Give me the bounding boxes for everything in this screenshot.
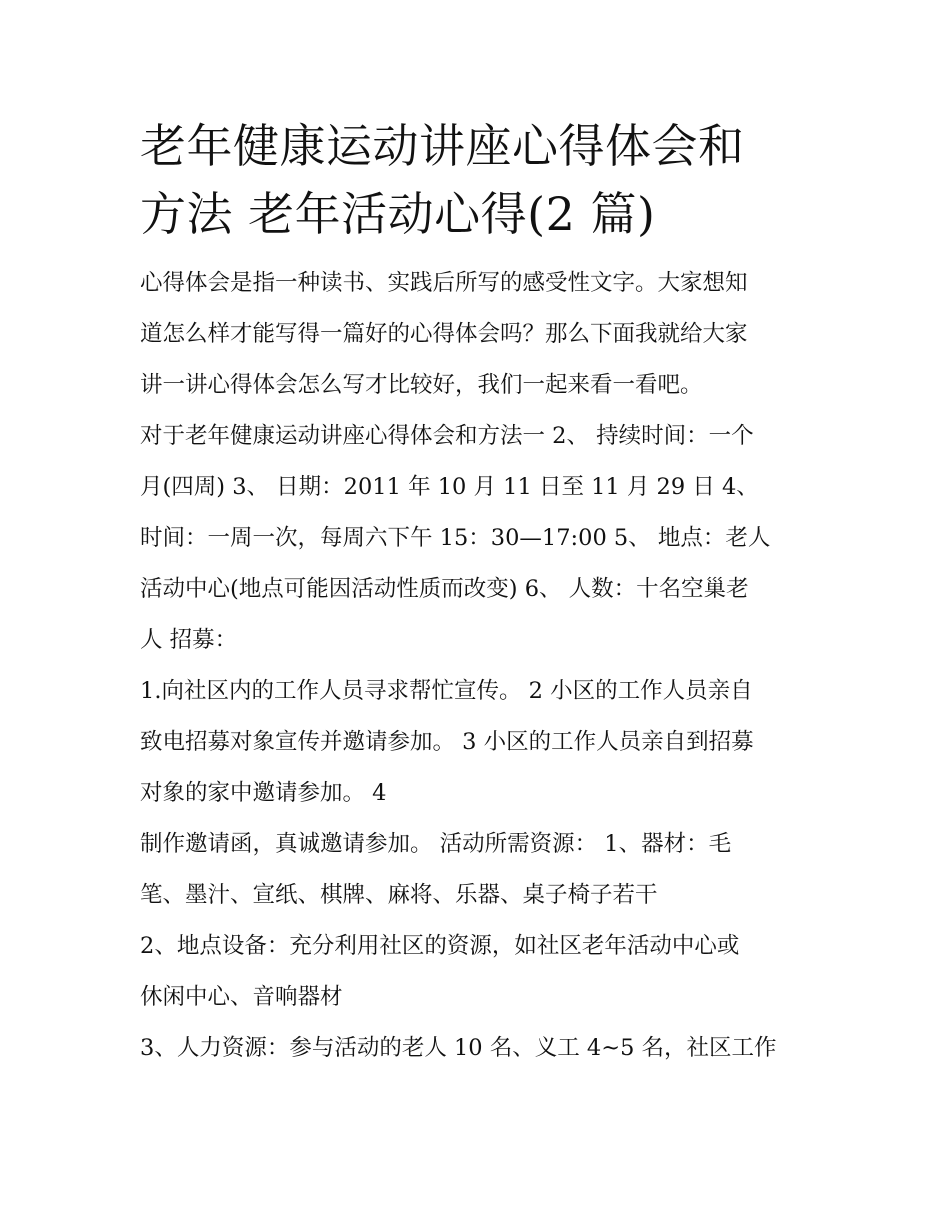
title-line: 方法 老年活动心得(2 篇): [140, 187, 656, 241]
text-line: 笔、墨汁、宣纸、棋牌、麻将、乐器、桌子椅子若干: [140, 882, 658, 908]
text-line: 对象的家中邀请参加。 4: [140, 780, 387, 806]
intro-paragraph: [140, 258, 820, 411]
text-line: 心得体会是指一种读书、实践后所写的感受性文字。大家想知: [140, 270, 748, 296]
staffing-paragraph: [140, 1023, 820, 1074]
resources-paragraph: [140, 819, 820, 921]
text-line: 活动中心(地点可能因活动性质而改变) 6、 人数：十名空巢老: [140, 576, 749, 602]
title-line: 老年健康运动讲座心得体会和: [140, 119, 745, 173]
text-line: 1.向社区内的工作人员寻求帮忙宣传。 2 小区的工作人员亲自: [140, 678, 753, 704]
text-line: 致电招募对象宣传并邀请参加。 3 小区的工作人员亲自到招募: [140, 729, 754, 755]
venue-paragraph: [140, 921, 820, 1023]
text-line: 3、人力资源：参与活动的老人 10 名、义工 4~5 名，社区工作: [140, 1035, 777, 1061]
text-line: 月(四周) 3、 日期：2011 年 10 月 11 日至 11 月 29 日 4、: [140, 474, 759, 500]
text-line: 时间：一周一次，每周六下午 15：30—17:00 5、 地点：老人: [140, 525, 771, 551]
title-spacer: [140, 248, 820, 258]
document-body: [140, 112, 820, 1074]
text-line: 休闲中心、音响器材: [140, 984, 343, 1010]
text-line: 讲一讲心得体会怎么写才比较好，我们一起来看一看吧。: [140, 372, 703, 398]
text-line: 对于老年健康运动讲座心得体会和方法一 2、 持续时间：一个: [140, 423, 754, 449]
text-line: 人 招募：: [140, 627, 238, 653]
recruitment-paragraph: [140, 666, 820, 819]
text-line: 道怎么样才能写得一篇好的心得体会吗？那么下面我就给大家: [140, 321, 748, 347]
text-line: 制作邀请函，真诚邀请参加。 活动所需资源： 1、器材：毛: [140, 831, 732, 857]
document-title: [140, 112, 820, 248]
text-line: 2、地点设备：充分利用社区的资源，如社区老年活动中心或: [140, 933, 740, 959]
schedule-paragraph: [140, 411, 820, 666]
